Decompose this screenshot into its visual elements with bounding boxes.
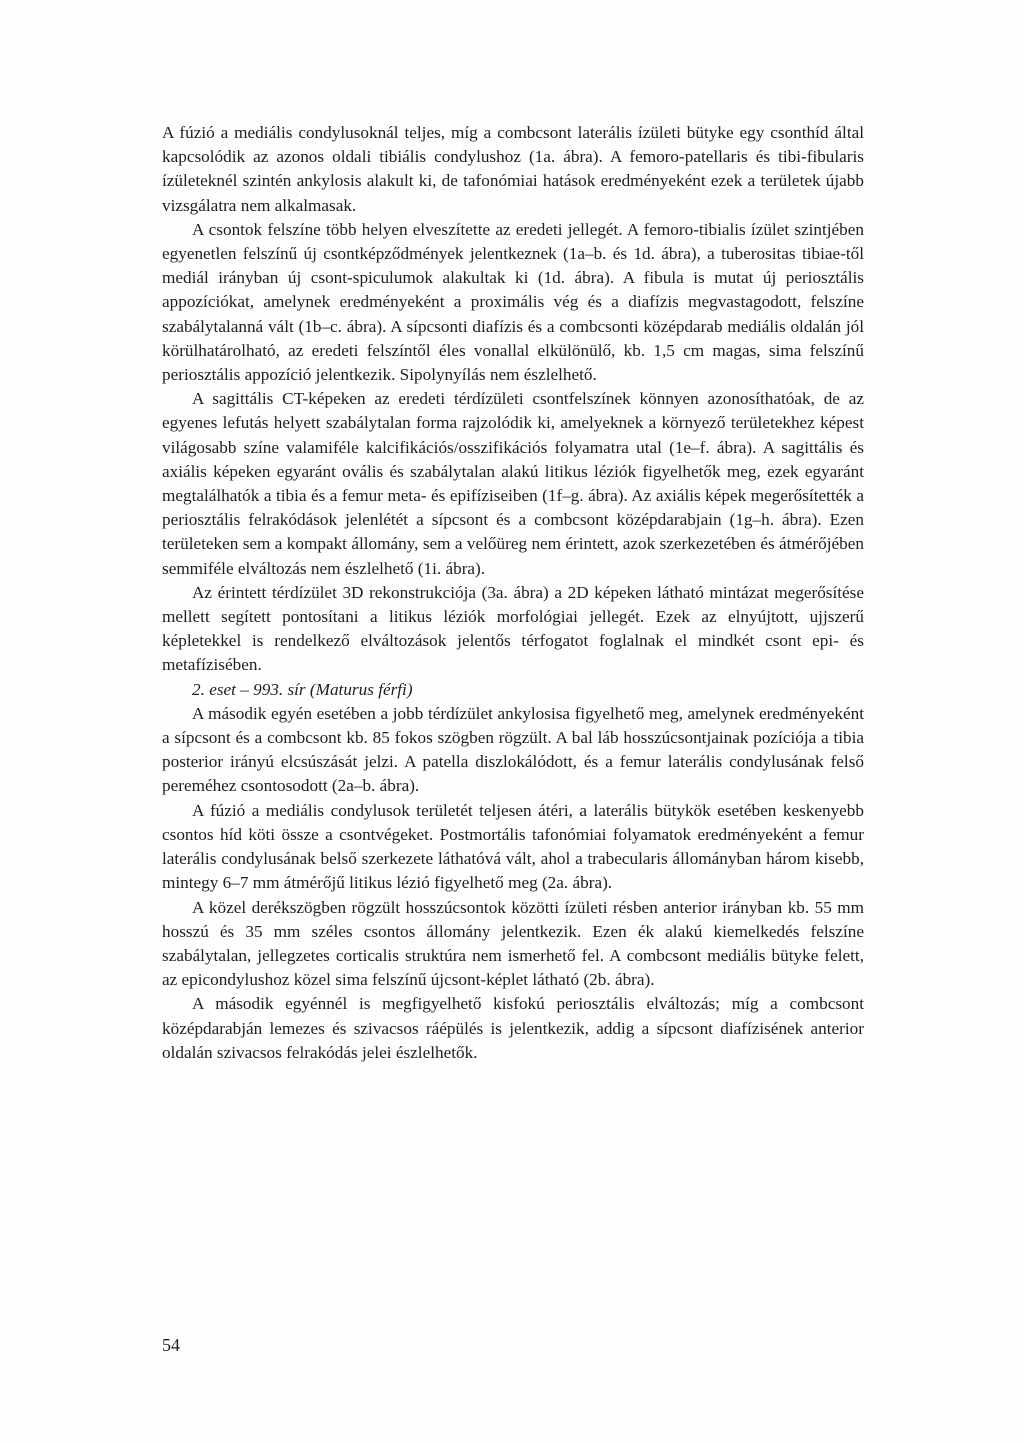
body-text: [162, 121, 864, 1065]
paragraph-7: A közel derékszögben rögzült hosszúcsontok közötti ízületi résben anterior irányban kb. 55 mm hosszú és 35 mm széles csontos állomány jelentkezik. Ezen ék alakú kiemelkedés felszíne szabálytalan, jellegzetes corticalis struktúra nem ismerhető fel. A combcsont mediális bütyke felett, az epicondylushoz közel sima felszínű újcsont-képlet látható (2b. ábra).: [162, 897, 864, 990]
paragraph-1: A fúzió a mediális condylusoknál teljes, míg a combcsont laterális ízületi bütyke egy csonthíd által kapcsolódik az azonos oldali tibiális condylushoz (1a. ábra). A femoro-patellaris és tibi-fibularis ízületeknél szintén ankylosis alakult ki, de tafonómiai hatások eredményeként ezek a területek újabb vizsgálatra nem alkalmasak.: [162, 123, 864, 215]
paragraph-8: A második egyénnél is megfigyelhető kisfokú periosztális elváltozás; míg a combcsont középdarabján lemezes és szivacsos ráépülés is jelentkezik, addig a sípcsont diafízisének anterior oldalán szivacsos felrakódás jelei észlelhetők.: [162, 994, 864, 1062]
paragraph-3: A sagittális CT-képeken az eredeti térdízületi csontfelszínek könnyen azonosíthatóak, de az egyenes lefutás helyett szabálytalan forma rajzolódik ki, amelyeknek a környező területekhez képest világosabb színe valamiféle kalcifikációs/osszifikációs folyamatra utal (1e–f. ábra). A sagittális és axiális képeken egyaránt ovális és szabálytalan alakú litikus léziók figyelhetők meg, ezek egyaránt megtalálhatók a tibia és a femur meta- és epifíziseiben (1f–g. ábra). Az axiális képek megerősítették a periosztális felrakódások jelenlétét a sípcsont és a combcsont középdarabjain (1g–h. ábra). Ezen területeken sem a kompakt állomány, sem a velőüreg nem érintett, azok szerkezetében és átmérőjében semmiféle elváltozás nem észlelhető (1i. ábra).: [162, 389, 864, 578]
paragraph-5: A második egyén esetében a jobb térdízület ankylosisa figyelhető meg, amelynek eredményeként a sípcsont és a combcsont kb. 85 fokos szögben rögzült. A bal láb hosszúcsontjainak pozíciója a tibia posterior irányú elcsúszását jelzi. A patella diszlokálódott, és a femur laterális condylusának felső pereméhez csontosodott (2a–b. ábra).: [162, 703, 864, 796]
paragraph-2: A csontok felszíne több helyen elveszítette az eredeti jellegét. A femoro-tibialis ízület szintjében egyenetlen felszínű új csontképződmények jelentkeznek (1a–b. és 1d. ábra), a tuberositas tibiae-től mediál irányban új csont-spiculumok alakultak ki (1d. ábra). A fibula is mutat új periosztális appozíciókat, amelynek eredményeként a proximális vég és a diafízis megvastagodott, felszíne szabálytalanná vált (1b–c. ábra). A sípcsonti diafízis és a combcsonti középdarab mediális oldalán jól körülhatárolható, az eredeti felszíntől éles vonallal elkülönülő, kb. 1,5 cm magas, sima felszínű periosztális appozíció jelentkezik. Sipolynyílás nem észlelhető.: [162, 219, 864, 385]
page-number: 54: [162, 1335, 180, 1355]
paragraph-4: Az érintett térdízület 3D rekonstrukciója (3a. ábra) a 2D képeken látható mintázat megerősítése mellett segített pontosítani a litikus léziók morfológiai jellegét. Ezek az elnyújtott, ujjszerű képletekkel is rendelkező elváltozások jelentős térfogatot foglalnak el mindkét csont epi- és metafízisében.: [162, 582, 864, 675]
section-heading: 2. eset – 993. sír (Maturus férfi): [192, 679, 413, 699]
paragraph-6: A fúzió a mediális condylusok területét teljesen átéri, a laterális bütykök esetében keskenyebb csontos híd köti össze a csontvégeket. Postmortális tafonómiai folyamatok eredményeként a femur laterális condylusának belső szerkezete láthatóvá vált, ahol a trabecularis állományban három kisebb, mintegy 6–7 mm átmérőjű litikus lézió figyelhető meg (2a. ábra).: [162, 800, 864, 893]
